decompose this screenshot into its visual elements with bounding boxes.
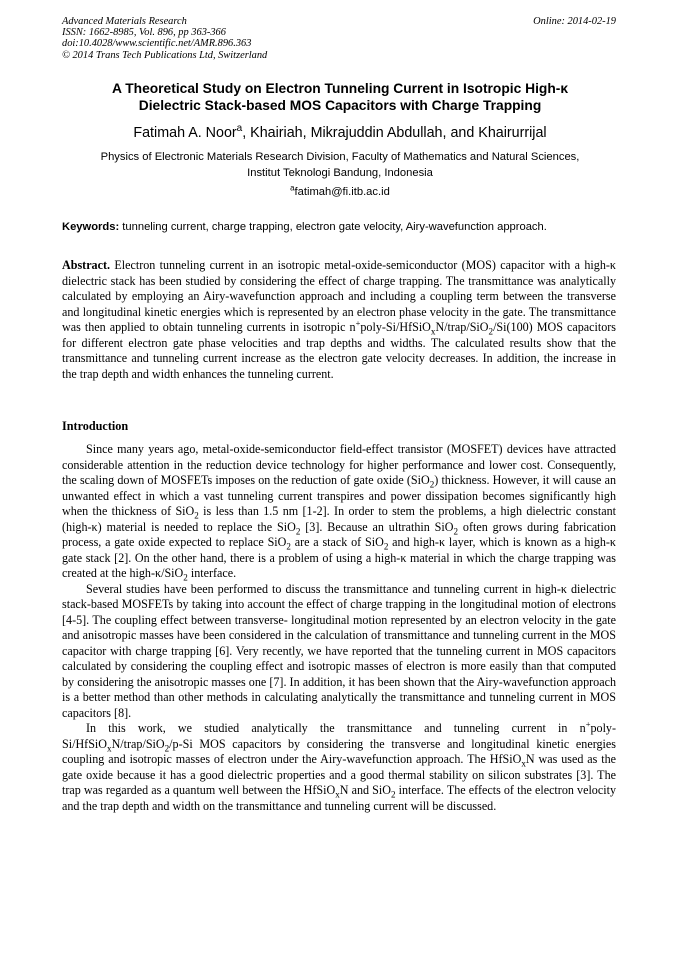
keywords bbox=[62, 220, 616, 235]
other-authors: , Khairiah, Mikrajuddin Abdullah, and Khairurrijal bbox=[242, 125, 547, 141]
sub-2: 2 bbox=[164, 742, 170, 753]
abstract-sub-2: 2 bbox=[488, 326, 494, 337]
sub-x: x bbox=[521, 758, 526, 769]
abstract-text-1: Electron tunneling current in an isotropic metal-oxide-semiconductor (MOS) capacitor with a high-κ dielectric stack has been studied by considering the effect of charge trapping. The transmittance was analytically calculated by employing an Airy-wavefunction approach and including a coupling term between the transverse and longitudinal kinetic energies which is represented by an electron phase velocity in the gate. The transmittance was then applied to obtain tunneling currents in isotropic n bbox=[62, 258, 616, 334]
p3-a: In this work, we studied analytically the transmittance and tunneling current in n bbox=[86, 721, 586, 735]
sub-2: 2 bbox=[453, 525, 459, 536]
p1-c: is less than 1.5 nm [1-2]. In order to stem the problems, a high dielectric constant (high-κ) material is needed to replace the SiO bbox=[62, 504, 617, 534]
doi-line[interactable]: doi:10.4028/www.scientific.net/AMR.896.363 bbox=[62, 38, 252, 50]
keywords-text: tunneling current, charge trapping, electron gate velocity, Airy-wavefunction approach. bbox=[119, 221, 547, 233]
affiliation-line-1: Physics of Electronic Materials Research Division, Faculty of Mathematics and Natural Sciences, bbox=[100, 151, 580, 163]
sub-2: 2 bbox=[295, 525, 301, 536]
abstract bbox=[62, 258, 616, 382]
title-line-2: Dielectric Stack-based MOS Capacitors with Charge Trapping bbox=[138, 98, 542, 113]
abstract-text-2: poly-Si/HfSiO bbox=[360, 320, 431, 334]
p3-d: /p-Si MOS capacitors by considering the transverse and longitudinal kinetic energies coupling and isotropic masses of electron under the Airy-wavefunction approach. The HfSiO bbox=[62, 736, 616, 766]
title-line-1: A Theoretical Study on Electron Tunneling Current in Isotropic High-κ bbox=[111, 81, 569, 96]
p3-e: N was used as the gate oxide because it has a good dielectric properties and a good thermal stability on silicon substrates [3]. The trap was regarded as a quantum well between the HfSiO bbox=[62, 752, 616, 797]
sup-plus: + bbox=[585, 718, 591, 729]
sub-2: 2 bbox=[383, 541, 389, 552]
intro-paragraph-3 bbox=[62, 718, 616, 814]
sub-x: x bbox=[107, 742, 112, 753]
online-date: Online: 2014-02-19 bbox=[533, 16, 616, 27]
sub-2: 2 bbox=[183, 572, 188, 583]
sub-2: 2 bbox=[429, 479, 435, 490]
affiliation bbox=[40, 150, 640, 181]
p3-c: N/trap/SiO bbox=[111, 736, 165, 751]
p1-h: interface. bbox=[187, 566, 237, 580]
issn-line: ISSN: 1662-8985, Vol. 896, pp 363-366 bbox=[62, 27, 226, 39]
abstract-sup-plus: + bbox=[355, 317, 361, 328]
p1-b: ) thickness. However, it will cause an unwanted effect in which a vast tunneling current transpires and power dissipation becomes significantly high when the thickness of SiO bbox=[62, 473, 616, 518]
introduction-body bbox=[62, 442, 616, 814]
journal-header bbox=[62, 16, 616, 61]
contact-email bbox=[40, 185, 640, 200]
affiliation-line-2: Institut Teknologi Bandung, Indonesia bbox=[247, 166, 433, 179]
sub-2: 2 bbox=[390, 789, 396, 800]
author-list bbox=[40, 124, 640, 142]
journal-name: Advanced Materials Research bbox=[62, 16, 187, 27]
copyright-line: © 2014 Trans Tech Publications Ltd, Switzerland bbox=[62, 49, 268, 61]
abstract-label: Abstract. bbox=[62, 258, 111, 272]
sub-2: 2 bbox=[286, 541, 291, 552]
p1-f: are a stack of SiO bbox=[290, 535, 384, 549]
p1-d: [3]. Because an ultrathin SiO bbox=[300, 519, 454, 534]
intro-paragraph-1 bbox=[62, 442, 616, 582]
keywords-label: Keywords: bbox=[62, 221, 120, 233]
section-heading-introduction: Introduction bbox=[62, 419, 129, 433]
p3-b: poly-Si/HfSiO bbox=[62, 721, 616, 751]
p1-g: and high-κ layer, which is known as a high-κ gate stack [2]. On the other hand, there is a problem of using a high-κ material in which the charge trapping was created at the high-κ/SiO bbox=[62, 535, 616, 580]
email-address[interactable]: fatimah@fi.itb.ac.id bbox=[294, 186, 390, 198]
sub-2: 2 bbox=[194, 510, 199, 521]
intro-paragraph-2: Several studies have been performed to discuss the transmittance and tunneling current in high-κ dielectric stack-based MOSFETs by taking into account the effect of charge trapping in the longitudinal motion of electrons [4-5]. The coupling effect between transverse- longitudinal motion represented by an electron velocity in the gate and anisotropic masses have been considered in the calculation of transmittance and tunneling current in the MOS capacitor with charge trapping [6]. Very recently, we have reported that the tunneling current in MOS capacitors calculated by considering the coupling effect and isotropic masses of electron is more easily than that computed by considering the anisotropic masses one [7]. In addition, it has been shown that the Airy-wavefunction approach is a better method than other methods in calculating analytically the transmittance and tunneling current in MOS capacitors [8]. bbox=[62, 581, 616, 720]
paper-title bbox=[40, 80, 640, 114]
p1-a: Since many years ago, metal-oxide-semiconductor field-effect transistor (MOSFET) devices have attracted considerable attention in the reduction device technology for higher performance and lower cost. Consequently, the scaling down of MOSFETs imposes on the reduction of gate oxide (SiO bbox=[62, 442, 616, 487]
email-superscript: a bbox=[290, 183, 295, 193]
sub-x: x bbox=[335, 789, 340, 800]
p3-f: N and SiO bbox=[339, 783, 391, 797]
abstract-text-3: N/trap/SiO bbox=[435, 320, 489, 334]
abstract-text-4: /Si(100) MOS capacitors for different electron gate phase velocities and trap depths and widths. The calculated results show that the transmittance and tunneling current increase as the electron gate velocity decreases. In addition, the increase in the trap depth and width enhances the tunneling current. bbox=[62, 320, 617, 381]
p3-g: interface. The effects of the electron velocity and the trap depth and width on the transmittance and tunneling current will be discussed. bbox=[62, 783, 616, 813]
p1-e: often grows during fabrication process, a gate oxide expected to replace SiO bbox=[62, 519, 616, 549]
first-author: Fatimah A. Noor bbox=[133, 125, 237, 141]
abstract-sub-x: x bbox=[430, 326, 436, 337]
first-author-superscript: a bbox=[236, 123, 243, 135]
